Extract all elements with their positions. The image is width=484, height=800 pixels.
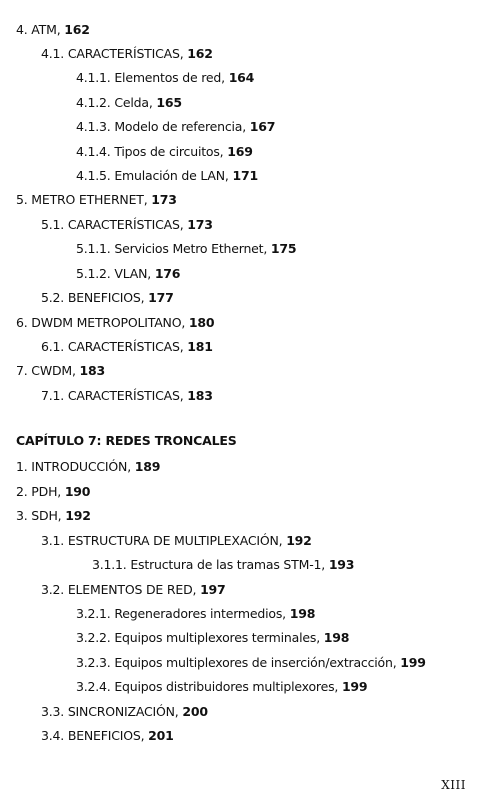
toc-entry: 5.1.2. VLAN, 176 <box>76 266 181 281</box>
toc-entry: 4.1.3. Modelo de referencia, 167 <box>76 119 276 134</box>
toc-entry: 3.2. ELEMENTOS DE RED, 197 <box>41 582 226 597</box>
toc-entry: 4.1. CARACTERÍSTICAS, 162 <box>41 46 213 61</box>
toc-entry: 3.3. SINCRONIZACIÓN, 200 <box>41 704 208 719</box>
toc-entry: 7.1. CARACTERÍSTICAS, 183 <box>41 388 213 403</box>
toc-entry: 4.1.1. Elementos de red, 164 <box>76 70 255 85</box>
toc-entry: 5.2. BENEFICIOS, 177 <box>41 290 174 305</box>
toc-entry: 4. ATM, 162 <box>16 22 90 37</box>
toc-entry: 4.1.2. Celda, 165 <box>76 95 182 110</box>
toc-entry: 1. INTRODUCCIÓN, 189 <box>16 459 161 474</box>
toc-entry: 3.2.1. Regeneradores intermedios, 198 <box>76 606 316 621</box>
toc-entry: 7. CWDM, 183 <box>16 363 106 378</box>
toc-entry: 4.1.5. Emulación de LAN, 171 <box>76 168 258 183</box>
page-number: XIII <box>441 778 466 792</box>
toc-entry: 3.1. ESTRUCTURA DE MULTIPLEXACIÓN, 192 <box>41 533 312 548</box>
toc-entry: 3. SDH, 192 <box>16 508 91 523</box>
toc-entry: 6.1. CARACTERÍSTICAS, 181 <box>41 339 213 354</box>
toc-entry: 6. DWDM METROPOLITANO, 180 <box>16 315 215 330</box>
toc-entry: 4.1.4. Tipos de circuitos, 169 <box>76 144 253 159</box>
toc-entry: 3.2.3. Equipos multiplexores de inserción/extracción, 199 <box>76 655 426 670</box>
chapter-heading: CAPÍTULO 7: REDES TRONCALES <box>16 433 237 448</box>
toc-entry: 3.1.1. Estructura de las tramas STM-1, 193 <box>92 557 355 572</box>
toc-entry: 2. PDH, 190 <box>16 484 91 499</box>
toc-entry: 3.4. BENEFICIOS, 201 <box>41 728 174 743</box>
toc-entry: 3.2.2. Equipos multiplexores terminales, 198 <box>76 630 350 645</box>
toc-entry: 3.2.4. Equipos distribuidores multiplexores, 199 <box>76 679 368 694</box>
toc-entry: 5. METRO ETHERNET, 173 <box>16 192 177 207</box>
toc-entry: 5.1.1. Servicios Metro Ethernet, 175 <box>76 241 297 256</box>
toc-entry: 5.1. CARACTERÍSTICAS, 173 <box>41 217 213 232</box>
